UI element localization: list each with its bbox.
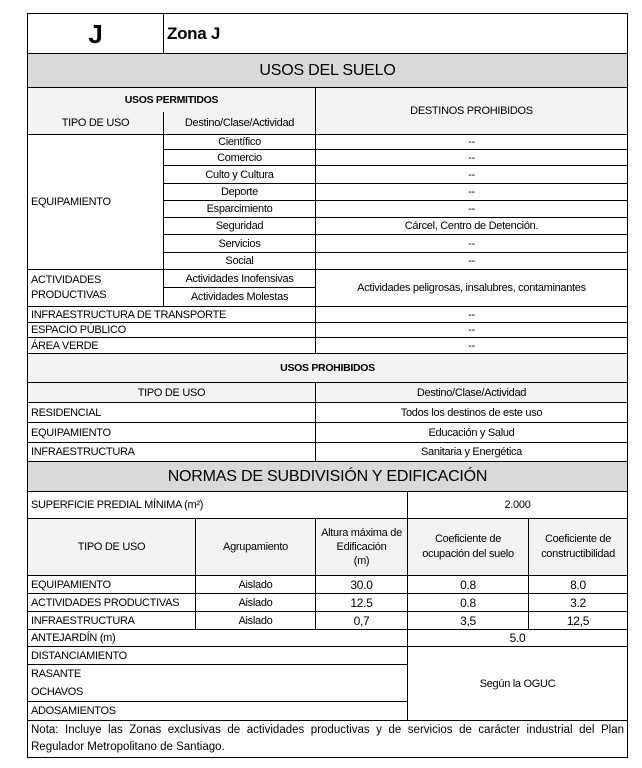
- prohibido-cell: Actividades peligrosas, insalubres, contaminantes: [316, 270, 628, 307]
- col-destino: Destino/Clase/Actividad: [164, 112, 316, 135]
- altura-cell: 0,7: [316, 612, 408, 630]
- tipo-cell: INFRAESTRUCTURA: [28, 443, 316, 462]
- table-row: [28, 612, 628, 630]
- agrupamiento-cell: Aislado: [196, 594, 316, 612]
- destino-cell: Seguridad: [164, 218, 316, 235]
- rasante-label: RASANTE: [28, 665, 408, 683]
- antejardin-label: ANTEJARDÍN (m): [28, 630, 408, 647]
- prohibido-cell: --: [316, 253, 628, 270]
- col-constructibilidad-line1: Coeficiente de: [544, 533, 612, 545]
- note-row: [28, 721, 628, 758]
- zone-sheet: [27, 13, 627, 758]
- tipo-cell: ACTIVIDADES PRODUCTIVAS: [28, 594, 196, 612]
- table-row: [28, 307, 628, 323]
- col-tipo-de-uso: TIPO DE USO: [28, 112, 164, 135]
- ocupacion-cell: 0.8: [408, 576, 529, 594]
- superficie-label: SUPERFICIE PREDIAL MÍNIMA (m²): [28, 492, 408, 519]
- col-agrupamiento: Agrupamiento: [196, 519, 316, 576]
- adosamientos-label: ADOSAMIENTOS: [28, 702, 408, 721]
- destino-cell: Todos los destinos de este uso: [316, 403, 628, 423]
- destino-cell: Actividades Molestas: [164, 288, 316, 307]
- table-row: [28, 423, 628, 443]
- table-row: [28, 135, 628, 150]
- table-row: [28, 270, 628, 288]
- destinos-prohibidos-heading: DESTINOS PROHIBIDOS: [316, 88, 628, 135]
- col-ocupacion-line1: Coeficiente de: [434, 533, 502, 545]
- tipo-label-line2: PRODUCTIVAS: [31, 289, 107, 301]
- prohibido-cell: --: [316, 184, 628, 201]
- antejardin-value: 5.0: [408, 630, 628, 647]
- title-row: [28, 14, 628, 54]
- col-altura-maxima: [316, 519, 408, 576]
- tipo-cell: RESIDENCIAL: [28, 403, 316, 423]
- col-coef-ocupacion: [408, 519, 529, 576]
- destino-cell: Esparcimiento: [164, 201, 316, 218]
- oguc-value: Según la OGUC: [408, 647, 628, 721]
- agrupamiento-cell: Aislado: [196, 576, 316, 594]
- destino-cell: Deporte: [164, 184, 316, 201]
- destino-cell: Actividades Inofensivas: [164, 270, 316, 288]
- col-altura-line3: (m): [353, 555, 370, 567]
- table-row: [28, 492, 628, 519]
- table-row: [28, 630, 628, 647]
- table-row: [28, 403, 628, 423]
- prohibido-cell: --: [316, 307, 628, 323]
- ocupacion-cell: 0.8: [408, 594, 529, 612]
- destino-cell: Comercio: [164, 150, 316, 166]
- table-row: [28, 647, 628, 665]
- zone-table: [27, 13, 628, 758]
- superficie-value: 2.000: [408, 492, 628, 519]
- tipo-equipamiento: EQUIPAMIENTO: [28, 135, 164, 270]
- col-tipo-de-uso: TIPO DE USO: [28, 383, 316, 403]
- constructibilidad-cell: 3.2: [529, 594, 628, 612]
- destino-cell: Sanitaria y Energética: [316, 443, 628, 462]
- constructibilidad-cell: 8.0: [529, 576, 628, 594]
- prohibido-cell: --: [316, 201, 628, 218]
- destino-cell: Culto y Cultura: [164, 166, 316, 184]
- altura-cell: 12.5: [316, 594, 408, 612]
- prohibido-cell: Cárcel, Centro de Detención.: [316, 218, 628, 235]
- tipo-cell: EQUIPAMIENTO: [28, 423, 316, 443]
- tipo-cell: INFRAESTRUCTURA DE TRANSPORTE: [28, 307, 316, 323]
- agrupamiento-cell: Aislado: [196, 612, 316, 630]
- table-row: [28, 594, 628, 612]
- prohibido-cell: --: [316, 235, 628, 253]
- distanciamiento-label: DISTANCIAMIENTO: [28, 647, 408, 665]
- table-row: [28, 323, 628, 338]
- ocupacion-cell: 3,5: [408, 612, 529, 630]
- nota-text: Nota: Incluye las Zonas exclusivas de actividades productivas y de servicios de carácter industrial del Plan Regulador Metropolitano de Santiago.: [28, 721, 628, 758]
- destino-cell: Educación y Salud: [316, 423, 628, 443]
- tipo-label-line1: ACTIVIDADES: [31, 274, 102, 286]
- prohibido-cell: --: [316, 323, 628, 338]
- ochavos-label: OCHAVOS: [28, 683, 408, 702]
- tipo-cell: INFRAESTRUCTURA: [28, 612, 196, 630]
- section-title-usos-suelo: USOS DEL SUELO: [28, 54, 628, 88]
- altura-cell: 30.0: [316, 576, 408, 594]
- col-altura-line1: Altura máxima de: [321, 527, 402, 539]
- constructibilidad-cell: 12,5: [529, 612, 628, 630]
- destino-cell: Social: [164, 253, 316, 270]
- destino-cell: Científico: [164, 135, 316, 150]
- prohibido-cell: --: [316, 338, 628, 354]
- prohibido-cell: --: [316, 166, 628, 184]
- destino-cell: Servicios: [164, 235, 316, 253]
- col-destino: Destino/Clase/Actividad: [316, 383, 628, 403]
- usos-permitidos-heading: USOS PERMITIDOS: [28, 88, 316, 112]
- tipo-cell: ESPACIO PÚBLICO: [28, 323, 316, 338]
- table-row: [28, 338, 628, 354]
- prohibido-cell: --: [316, 135, 628, 150]
- section-title-usos-prohibidos: USOS PROHIBIDOS: [28, 354, 628, 383]
- col-constructibilidad-line2: constructibilidad: [541, 548, 615, 560]
- col-coef-constructibilidad: [529, 519, 628, 576]
- table-row: [28, 576, 628, 594]
- prohibido-cell: --: [316, 150, 628, 166]
- zone-code: J: [28, 14, 164, 54]
- tipo-cell: EQUIPAMIENTO: [28, 576, 196, 594]
- tipo-actividades-productivas: [28, 270, 164, 307]
- tipo-cell: ÁREA VERDE: [28, 338, 316, 354]
- col-ocupacion-line2: ocupación del suelo: [422, 548, 514, 560]
- col-altura-line2: Edificación: [336, 541, 387, 553]
- table-row: [28, 443, 628, 462]
- section-title-normas: NORMAS DE SUBDIVISIÓN Y EDIFICACIÓN: [28, 462, 628, 492]
- zone-name: Zona J: [164, 14, 628, 54]
- col-tipo-de-uso: TIPO DE USO: [28, 519, 196, 576]
